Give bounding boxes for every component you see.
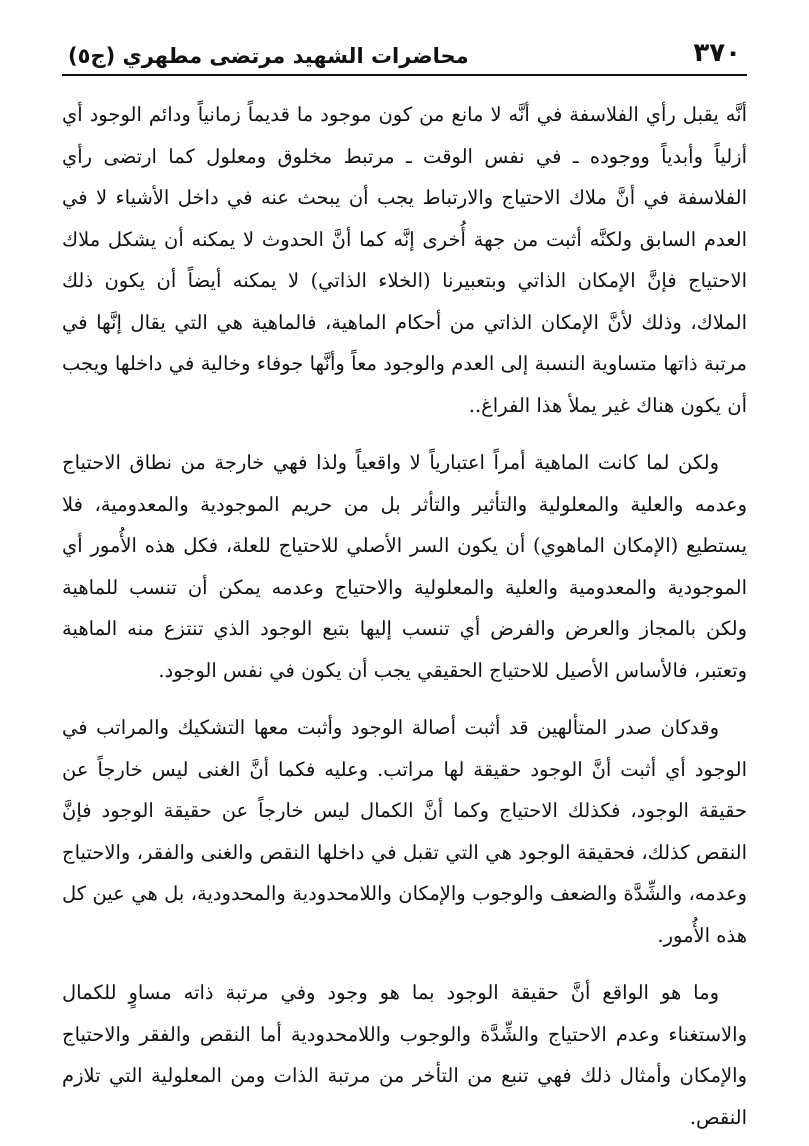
running-header [62, 22, 747, 76]
paragraph-4: وما هو الواقع أنَّ حقيقة الوجود بما هو وجود وفي مرتبة ذاته مساوٍ للكمال والاستغناء وعدم الاحتياج والشِّدَّة والوجوب واللامحدودية أما النقص والفقر والاحتياج والإمكان وأمثال ذلك فهي تنبع من التأخر من مرتبة الذات ومن المعلولية التي تلازم النقص. [62, 981, 747, 1129]
page-number: ٣٧٠ [693, 38, 741, 68]
body-text [62, 94, 747, 1138]
book-title: محاضرات الشهيد مرتضى مطهري (ج٥) [68, 44, 469, 68]
paragraph-3: وقدكان صدر المتألهين قد أثبت أصالة الوجود وأثبت معها التشكيك والمراتب في الوجود أي أثبت أنَّ الوجود حقيقة لها مراتب. وعليه فكما أنَّ الغنى ليس خارجاً عن حقيقة الوجود، فكذلك الاحتياج وكما أنَّ الكمال ليس خارجاً عن حقيقة الوجود فإنَّ النقص كذلك، فحقيقة الوجود هي التي تقبل في داخلها النقص والغنى والفقر، والاحتياج وعدمه، والشِّدَّة والضعف والوجوب والإمكان واللامحدودية والمحدودية، بل هي عين كل هذه الأُمور. [62, 716, 747, 947]
paragraph-2: ولكن لما كانت الماهية أمراً اعتبارياً لا واقعياً ولذا فهي خارجة من نطاق الاحتياج وعدمه والعلية والمعلولية والتأثير والتأثر بل من حريم الموجودية والمعدومية، فلا يستطيع (الإمكان الماهوي) أن يكون السر الأصلي للاحتياج للعلة، فكل هذه الأُمور أي الموجودية والمعدومية والعلية والمعلولية والاحتياج وعدمه يمكن أن تنسب للماهية ولكن بالمجاز والعرض والفرض أي تنسب إليها بتبع الوجود الذي تنتزع منه الماهية وتعتبر، فالأساس الأصيل للاحتياج الحقيقي يجب أن يكون في نفس الوجود. [62, 451, 747, 682]
paragraph-1: أنَّه يقبل رأي الفلاسفة في أنَّه لا مانع من كون موجود ما قديماً زمانياً ودائم الوجود أي أزلياً وأبدياً ووجوده ـ في نفس الوقت ـ مرتبط مخلوق ومعلول كما ارتضى رأي الفلاسفة في أنَّ ملاك الاحتياج والارتباط يجب أن يبحث عنه في داخل الأشياء لا في العدم السابق ولكنَّه أثبت من جهة أُخرى إنَّه كما أنَّ الحدوث لا يمكنه أن يشكل ملاك الاحتياج فإنَّ الإمكان الذاتي وبتعبيرنا (الخلاء الذاتي) لا يمكنه أيضاً أن يكون ذلك الملاك، وذلك لأنَّ الإمكان الذاتي من أحكام الماهية، فالماهية هي التي يقال إنَّها في مرتبة ذاتها متساوية النسبة إلى العدم والوجود معاً وأنَّها جوفاء وخالية في داخلها ويجب أن يكون هناك غير يملأ هذا الفراغ.. [62, 103, 747, 417]
